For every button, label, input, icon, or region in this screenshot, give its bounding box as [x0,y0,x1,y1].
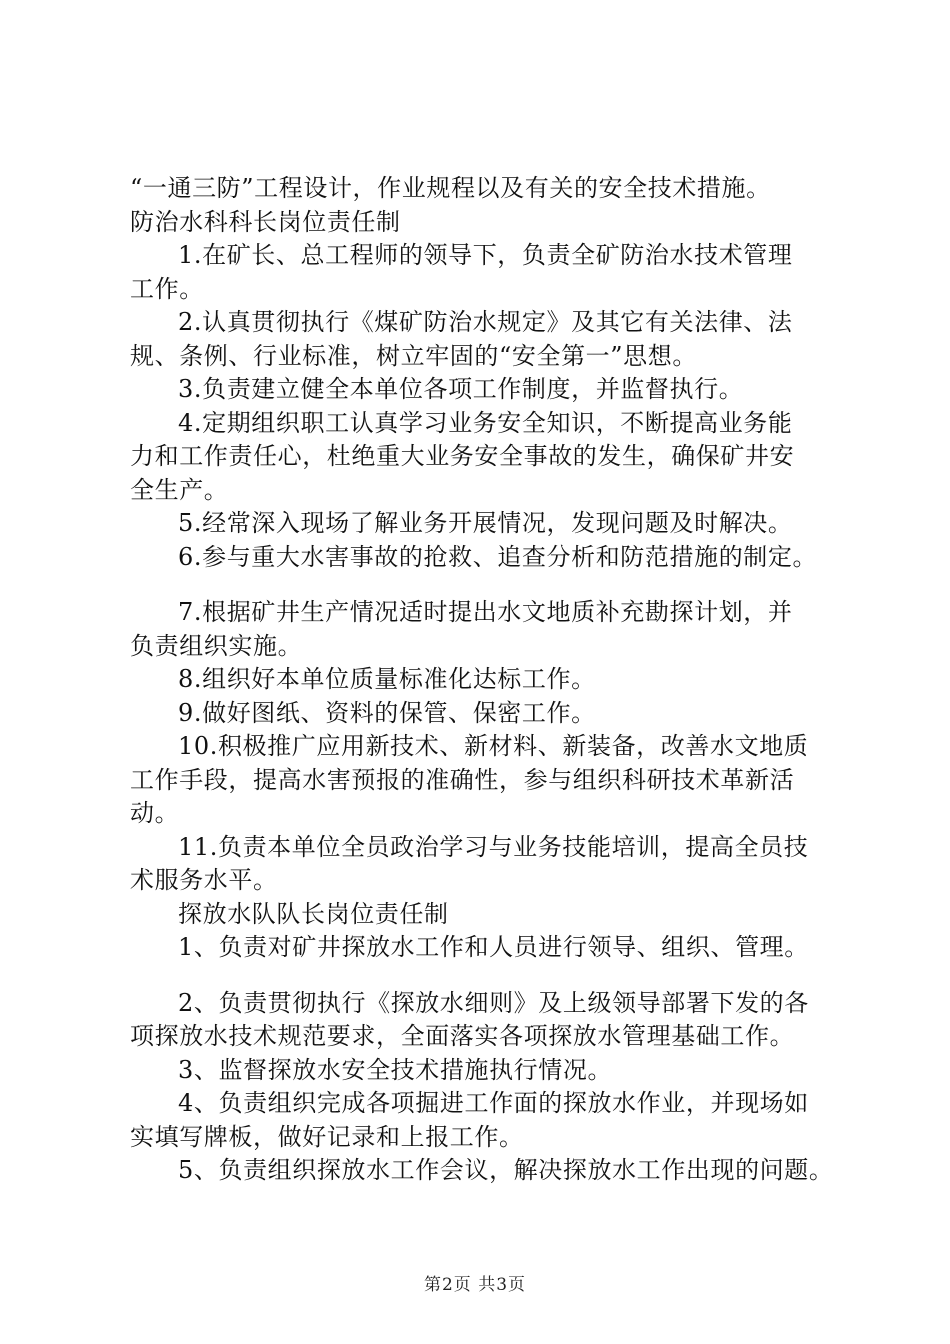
text-line: “一通三防”工程设计，作业规程以及有关的安全技术措施。 [130,174,771,202]
paragraph-gap [130,965,850,987]
text-line: 全生产。 [130,475,229,504]
list-item: 4、负责组织完成各项掘进工作面的探放水作业，并现场如 [178,1089,809,1117]
text-line: 工作。 [130,274,204,303]
paragraph-gap [130,574,850,596]
list-item: 1.在矿长、总工程师的领导下，负责全矿防治水技术管理 [178,241,793,269]
section-heading: 防治水科科长岗位责任制 [130,207,401,236]
page-number-footer: 第2页 共3页 [423,1275,527,1295]
list-item: 5、负责组织探放水工作会议，解决探放水工作出现的问题。 [178,1156,834,1184]
list-item: 8.组织好本单位质量标准化达标工作。 [178,665,596,693]
section-heading: 探放水队队长岗位责任制 [178,899,449,928]
text-line: 实填写牌板，做好记录和上报工作。 [130,1122,524,1151]
list-item: 3、监督探放水安全技术措施执行情况。 [178,1055,613,1084]
text-line: 项探放水技术规范要求，全面落实各项探放水管理基础工作。 [130,1022,795,1050]
text-line: 力和工作责任心，杜绝重大业务安全事故的发生，确保矿井安 [130,442,795,470]
text-line: 动。 [130,799,180,827]
list-item: 6.参与重大水害事故的抢救、追查分析和防范措施的制定。 [178,542,818,571]
text-line: 工作手段，提高水害预报的准确性，参与组织科研技术革新活 [130,765,795,794]
list-item: 2.认真贯彻执行《煤矿防治水规定》及其它有关法律、法 [178,308,793,336]
text-line: 术服务水平。 [130,866,278,894]
list-item: 1、负责对矿井探放水工作和人员进行领导、组织、管理。 [178,933,809,961]
document-body [130,172,850,1188]
text-line: 规、条例、行业标准，树立牢固的“安全第一”思想。 [130,341,697,370]
list-item: 2、负责贯彻执行《探放水细则》及上级领导部署下发的各 [178,988,809,1017]
list-item: 7.根据矿井生产情况适时提出水文地质补充勘探计划，并 [178,598,793,626]
list-item: 3.负责建立健全本单位各项工作制度，并监督执行。 [178,375,744,403]
text-line: 负责组织实施。 [130,631,303,660]
list-item: 5.经常深入现场了解业务开展情况，发现问题及时解决。 [178,509,793,537]
list-item: 11.负责本单位全员政治学习与业务技能培训，提高全员技 [178,832,809,861]
list-item: 9.做好图纸、资料的保管、保密工作。 [178,698,596,727]
list-item: 4.定期组织职工认真学习业务安全知识，不断提高业务能 [178,408,793,437]
list-item: 10.积极推广应用新技术、新材料、新装备，改善水文地质 [178,732,809,760]
